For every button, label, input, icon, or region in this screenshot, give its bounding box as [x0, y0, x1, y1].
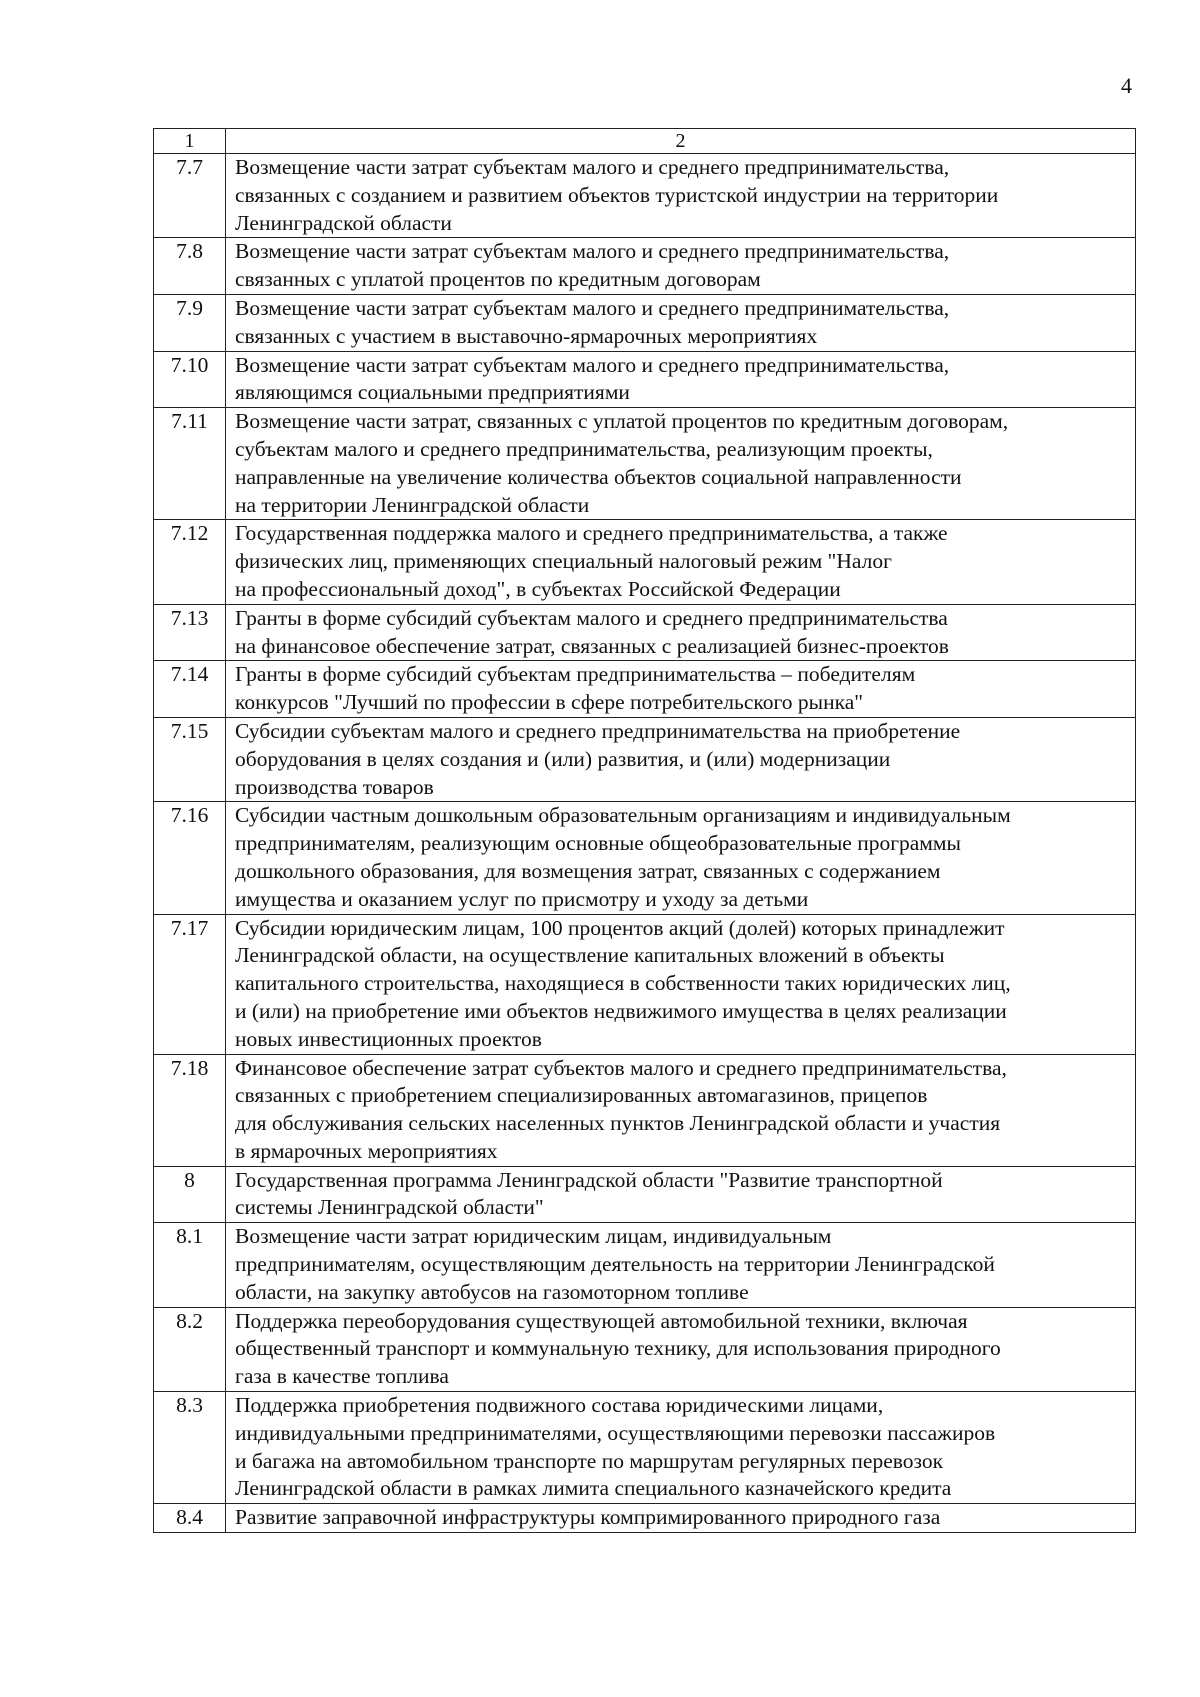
row-text: Развитие заправочной инфраструктуры компримированного природного газа [226, 1504, 1136, 1533]
column-number-header: 1 [154, 129, 226, 154]
row-number: 7.14 [154, 661, 226, 718]
table-row [154, 238, 1136, 295]
row-text: Государственная программа Ленинградской области "Развитие транспортной системы Ленинградской области" [226, 1166, 1136, 1223]
table-row [154, 661, 1136, 718]
document-table [153, 128, 1136, 1533]
table-row [154, 1166, 1136, 1223]
row-number: 8.3 [154, 1392, 226, 1504]
row-number: 7.9 [154, 294, 226, 351]
table-row [154, 1504, 1136, 1533]
row-text: Субсидии частным дошкольным образовательным организациям и индивидуальным предпринимателям, реализующим основные общеобразовательные программы дошкольного образования, для возмещения затрат, связанных с содержанием имущества и оказанием услуг по присмотру и уходу за детьми [226, 802, 1136, 914]
row-number: 8 [154, 1166, 226, 1223]
table-header [154, 129, 1136, 154]
table-row [154, 351, 1136, 408]
table-row [154, 408, 1136, 520]
table-body [154, 154, 1136, 1533]
row-number: 8.2 [154, 1307, 226, 1391]
row-text: Поддержка переоборудования существующей автомобильной техники, включая общественный транспорт и коммунальную технику, для использования природного газа в качестве топлива [226, 1307, 1136, 1391]
row-number: 7.16 [154, 802, 226, 914]
row-number: 7.10 [154, 351, 226, 408]
row-text: Возмещение части затрат юридическим лицам, индивидуальным предпринимателям, осуществляющим деятельность на территории Ленинградской области, на закупку автобусов на газомоторном топливе [226, 1223, 1136, 1307]
row-number: 7.18 [154, 1054, 226, 1166]
table-row [154, 1392, 1136, 1504]
row-text: Возмещение части затрат, связанных с уплатой процентов по кредитным договорам, субъектам малого и среднего предпринимательства, реализующим проекты, направленные на увеличение количества объектов социальной направленности на территории Ленинградской области [226, 408, 1136, 520]
table-row [154, 520, 1136, 604]
table-row [154, 294, 1136, 351]
row-number: 7.17 [154, 914, 226, 1054]
table-row [154, 1054, 1136, 1166]
row-text: Поддержка приобретения подвижного состава юридическими лицами, индивидуальными предпринимателями, осуществляющими перевозки пассажиров и багажа на автомобильном транспорте по маршрутам регулярных перевозок Ленинградской области в рамках лимита специального казначейского кредита [226, 1392, 1136, 1504]
row-number: 7.11 [154, 408, 226, 520]
row-text: Гранты в форме субсидий субъектам предпринимательства – победителям конкурсов "Лучший по профессии в сфере потребительского рынка" [226, 661, 1136, 718]
table-row [154, 604, 1136, 661]
row-number: 7.8 [154, 238, 226, 295]
table-row [154, 914, 1136, 1054]
page-number: 4 [1121, 73, 1132, 98]
row-text: Государственная поддержка малого и среднего предпринимательства, а также физических лиц, применяющих специальный налоговый режим "Налог на профессиональный доход", в субъектах Российской Федерации [226, 520, 1136, 604]
table-row [154, 802, 1136, 914]
row-text: Возмещение части затрат субъектам малого и среднего предпринимательства, связанных с созданием и развитием объектов туристской индустрии на территории Ленинградской области [226, 154, 1136, 238]
table-row [154, 1307, 1136, 1391]
row-text: Гранты в форме субсидий субъектам малого и среднего предпринимательства на финансовое обеспечение затрат, связанных с реализацией бизнес-проектов [226, 604, 1136, 661]
row-number: 7.7 [154, 154, 226, 238]
row-number: 7.12 [154, 520, 226, 604]
row-number: 8.4 [154, 1504, 226, 1533]
row-number: 7.15 [154, 717, 226, 801]
table-row [154, 717, 1136, 801]
table-row [154, 154, 1136, 238]
row-text: Финансовое обеспечение затрат субъектов малого и среднего предпринимательства, связанных с приобретением специализированных автомагазинов, прицепов для обслуживания сельских населенных пунктов Ленинградской области и участия в ярмарочных мероприятиях [226, 1054, 1136, 1166]
row-text: Возмещение части затрат субъектам малого и среднего предпринимательства, связанных с уплатой процентов по кредитным договорам [226, 238, 1136, 295]
row-text: Возмещение части затрат субъектам малого и среднего предпринимательства, связанных с участием в выставочно-ярмарочных мероприятиях [226, 294, 1136, 351]
row-text: Возмещение части затрат субъектам малого и среднего предпринимательства, являющимся социальными предприятиями [226, 351, 1136, 408]
table-row [154, 1223, 1136, 1307]
row-text: Субсидии юридическим лицам, 100 процентов акций (долей) которых принадлежит Ленинградской области, на осуществление капитальных вложений в объекты капитального строительства, находящиеся в собственности таких юридических лиц, и (или) на приобретение ими объектов недвижимого имущества в целях реализации новых инвестиционных проектов [226, 914, 1136, 1054]
row-number: 8.1 [154, 1223, 226, 1307]
table-header-row [154, 129, 1136, 154]
row-number: 7.13 [154, 604, 226, 661]
column-text-header: 2 [226, 129, 1136, 154]
row-text: Субсидии субъектам малого и среднего предпринимательства на приобретение оборудования в целях создания и (или) развития, и (или) модернизации производства товаров [226, 717, 1136, 801]
